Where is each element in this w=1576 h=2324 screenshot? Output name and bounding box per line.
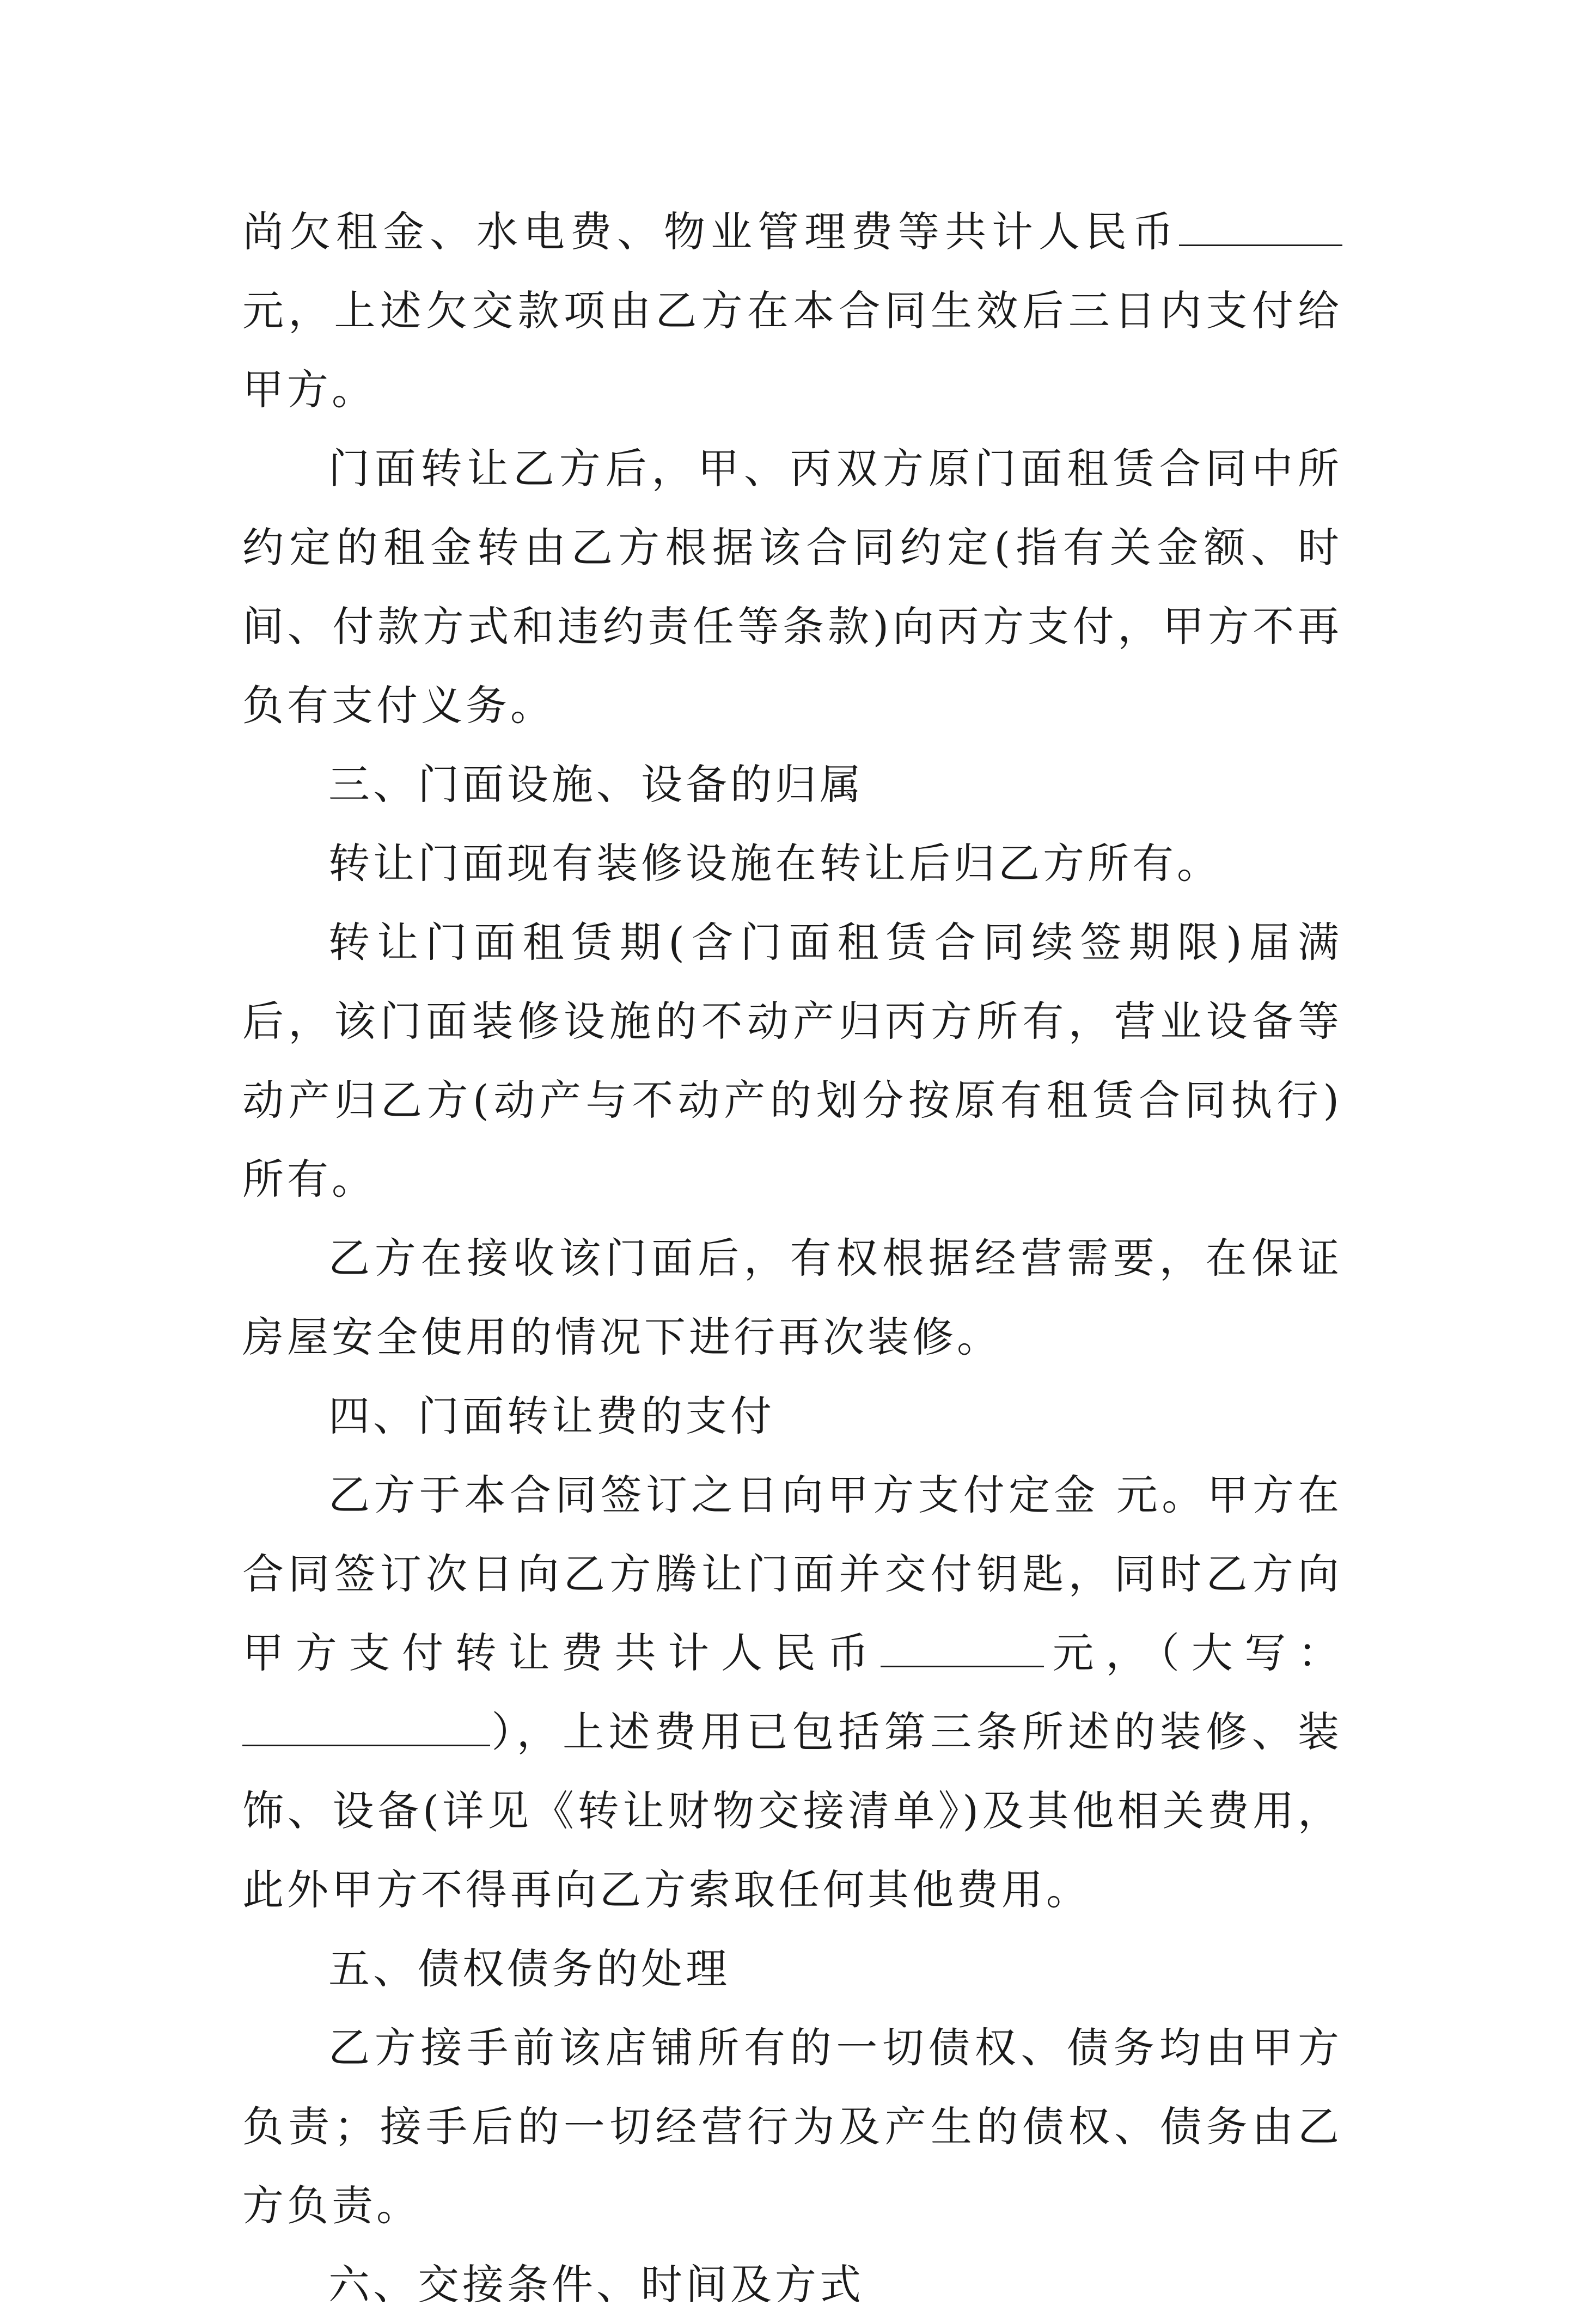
- section-heading-3: 三、门面设施、设备的归属: [328, 760, 864, 809]
- paragraph-renovation: 乙方在接收该门面后，有权根据经营需要，在保证房屋安全使用的情况下进行再次装修。: [242, 1234, 1342, 1361]
- section-heading-6: 六、交接条件、时间及方式: [328, 2260, 864, 2309]
- payment-text-3: ），上述费用已包括第三条所述的装修、装饰、设备(详见《转让财物交接清单》)及其他相关费用，此外甲方不得再向乙方索取任何其他费用。: [242, 1708, 1342, 1914]
- paragraph-debts: 乙方接手前该店铺所有的一切债权、债务均由甲方负责；接手后的一切经营行为及产生的债权、债务由乙方负责。: [242, 2023, 1342, 2230]
- paragraph-payment: [242, 1455, 1342, 1929]
- amount-in-words-blank: [242, 1712, 490, 1746]
- transfer-fee-blank: [881, 1633, 1044, 1667]
- section-heading-4: 四、门面转让费的支付: [328, 1392, 775, 1440]
- paragraph-facilities: 转让门面现有装修设施在转让后归乙方所有。: [328, 839, 1221, 888]
- amount-blank: [1179, 212, 1342, 246]
- paragraph-rent-transfer: 门面转让乙方后，甲、丙双方原门面租赁合同中所约定的租金转由乙方根据该合同约定(指有关金额、时间、付款方式和违约责任等条款)向丙方支付，甲方不再负有支付义务。: [242, 444, 1342, 730]
- section-heading-5: 五、债权债务的处理: [328, 1944, 730, 1993]
- paragraph-arrears: [242, 192, 1342, 429]
- document-body: [242, 192, 1342, 2324]
- payment-text-2: 元，（大写：: [1044, 1629, 1342, 1677]
- arrears-text-after: 元，上述欠交款项由乙方在本合同生效后三日内支付给甲方。: [242, 286, 1342, 414]
- paragraph-lease-expiry: 转让门面租赁期(含门面租赁合同续签期限)届满后，该门面装修设施的不动产归丙方所有，营业设备等动产归乙方(动产与不动产的划分按原有租赁合同执行)所有。: [242, 918, 1342, 1203]
- arrears-text-before: 尚欠租金、水电费、物业管理费等共计人民币: [242, 207, 1179, 256]
- payment-text-1: 乙方于本合同签订之日向甲方支付定金 元。甲方在合同签订次日向乙方腾让门面并交付钥匙，同时乙方向甲方支付转让费共计人民币: [242, 1471, 1342, 1677]
